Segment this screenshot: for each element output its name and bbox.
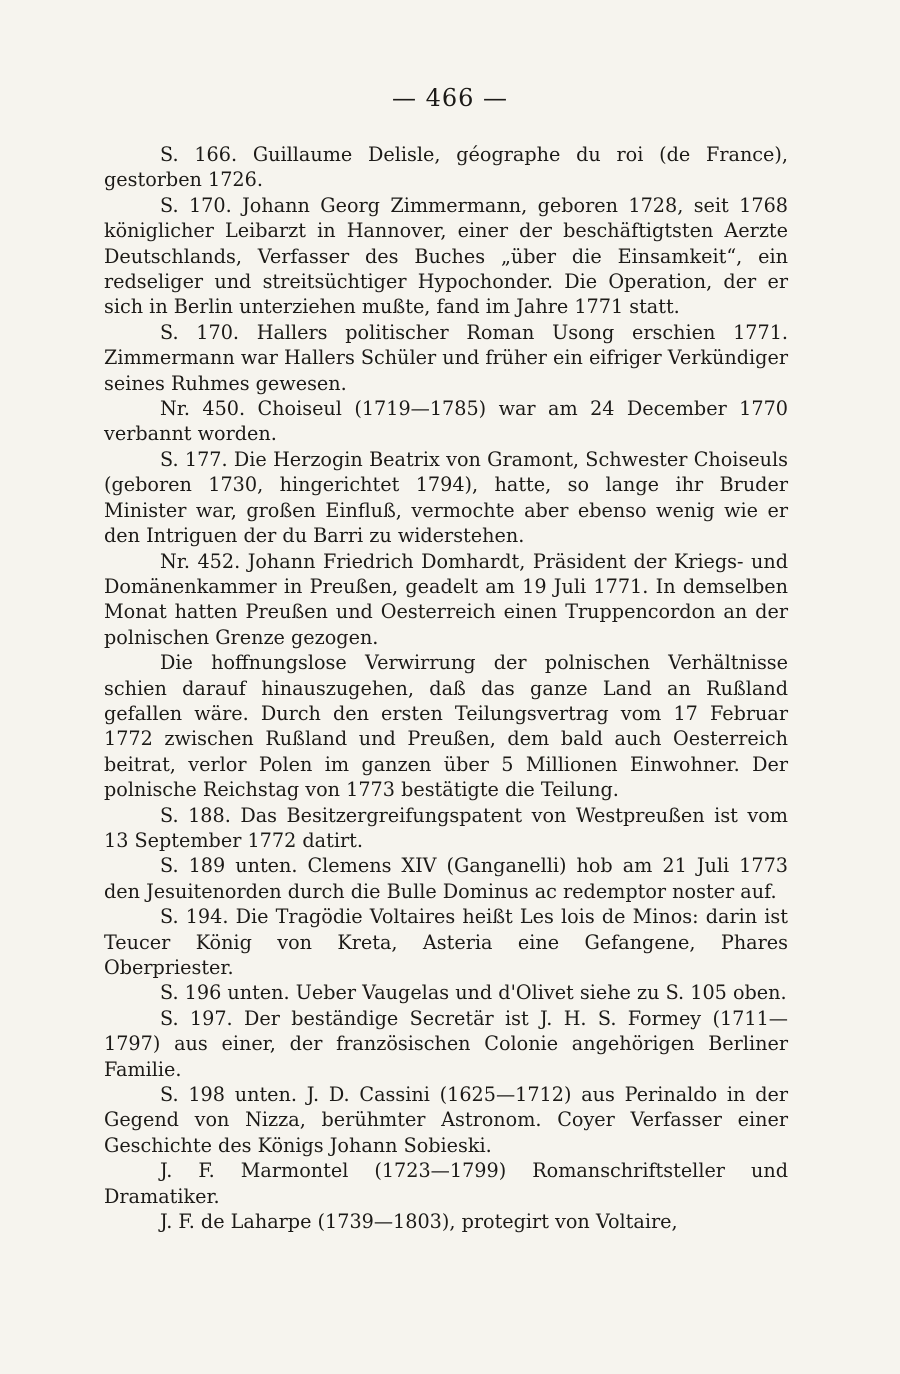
paragraph-note-s177: S. 177. Die Herzogin Beatrix von Gramont, Schwester Choiseuls (geboren 1730, hingerichtet 1794), hatte, so lange ihr Bruder Minister war, großen Einfluß, vermochte aber ebenso wenig wie er den Intriguen der du Barri zu widerstehen. bbox=[104, 447, 788, 548]
paragraph-note-nr450: Nr. 450. Choiseul (1719—1785) war am 24 December 1770 verbannt worden. bbox=[104, 397, 788, 446]
paragraph-note-s198: S. 198 unten. J. D. Cassini (1625—1712) aus Perinaldo in der Gegend von Nizza, berühmter Astronom. Coyer Verfasser einer Geschichte des Königs Johann Sobieski. bbox=[104, 1083, 788, 1157]
paragraph-note-s189: S. 189 unten. Clemens XIV (Ganganelli) hob am 21 Juli 1773 den Jesuitenorden durch die Bulle Dominus ac redemptor noster auf. bbox=[104, 854, 788, 903]
paragraph-note-polen: Die hoffnungslose Verwirrung der polnischen Verhältnisse schien darauf hinauszugehen, daß das ganze Land an Rußland gefallen wäre. Durch den ersten Teilungsvertrag vom 17 Februar 1772 zwischen Rußland und Preußen, dem bald auch Oesterreich beitrat, verlor Polen im ganzen über 5 Millionen Einwohner. Der polnische Reichstag von 1773 bestätigte die Teilung. bbox=[104, 651, 788, 802]
paragraph-note-s194: S. 194. Die Tragödie Voltaires heißt Les lois de Minos: darin ist Teucer König von Kreta, Asteria eine Gefangene, Phares Oberpriester. bbox=[104, 905, 788, 979]
paragraph-note-s188: S. 188. Das Besitzergreifungspatent von Westpreußen ist vom 13 September 1772 datirt. bbox=[104, 803, 788, 852]
body-text bbox=[104, 142, 788, 1234]
page-number: — 466 — bbox=[391, 84, 509, 112]
paragraph-note-laharpe: J. F. de Laharpe (1739—1803), protegirt von Voltaire, bbox=[160, 1210, 678, 1234]
paragraph-note-s170-haller: S. 170. Hallers politischer Roman Usong erschien 1771. Zimmermann war Hallers Schüler und früher ein eifriger Verkündiger seines Ruhmes gewesen. bbox=[104, 320, 788, 395]
paragraph-note-nr452: Nr. 452. Johann Friedrich Domhardt, Präsident der Kriegs- und Domänenkammer in Preußen, geadelt am 19 Juli 1771. In demselben Monat hatten Preußen und Oesterreich einen Truppencordon an der polnischen Grenze gezogen. bbox=[104, 549, 788, 649]
paragraph-note-s196: S. 196 unten. Ueber Vaugelas und d'Olivet siehe zu S. 105 oben. bbox=[160, 981, 787, 1005]
paragraph-note-s197: S. 197. Der beständige Secretär ist J. H. S. Formey (1711—1797) aus einer, der französischen Colonie angehörigen Berliner Familie. bbox=[104, 1006, 788, 1081]
paragraph-note-marmontel: J. F. Marmontel (1723—1799) Romanschriftsteller und Dramatiker. bbox=[104, 1159, 788, 1208]
paragraph-note-s170-zimmermann: S. 170. Johann Georg Zimmermann, geboren 1728, seit 1768 königlicher Leibarzt in Hannover, einer der beschäftigtsten Aerzte Deutschlands, Verfasser des Buches „über die Einsamkeit“, ein redseliger und streitsüchtiger Hypochonder. Die Operation, der er sich in Berlin unterziehen mußte, fand im Jahre 1771 statt. bbox=[104, 193, 788, 319]
paragraph-note-s166: S. 166. Guillaume Delisle, géographe du roi (de France), gestorben 1726. bbox=[104, 143, 788, 192]
